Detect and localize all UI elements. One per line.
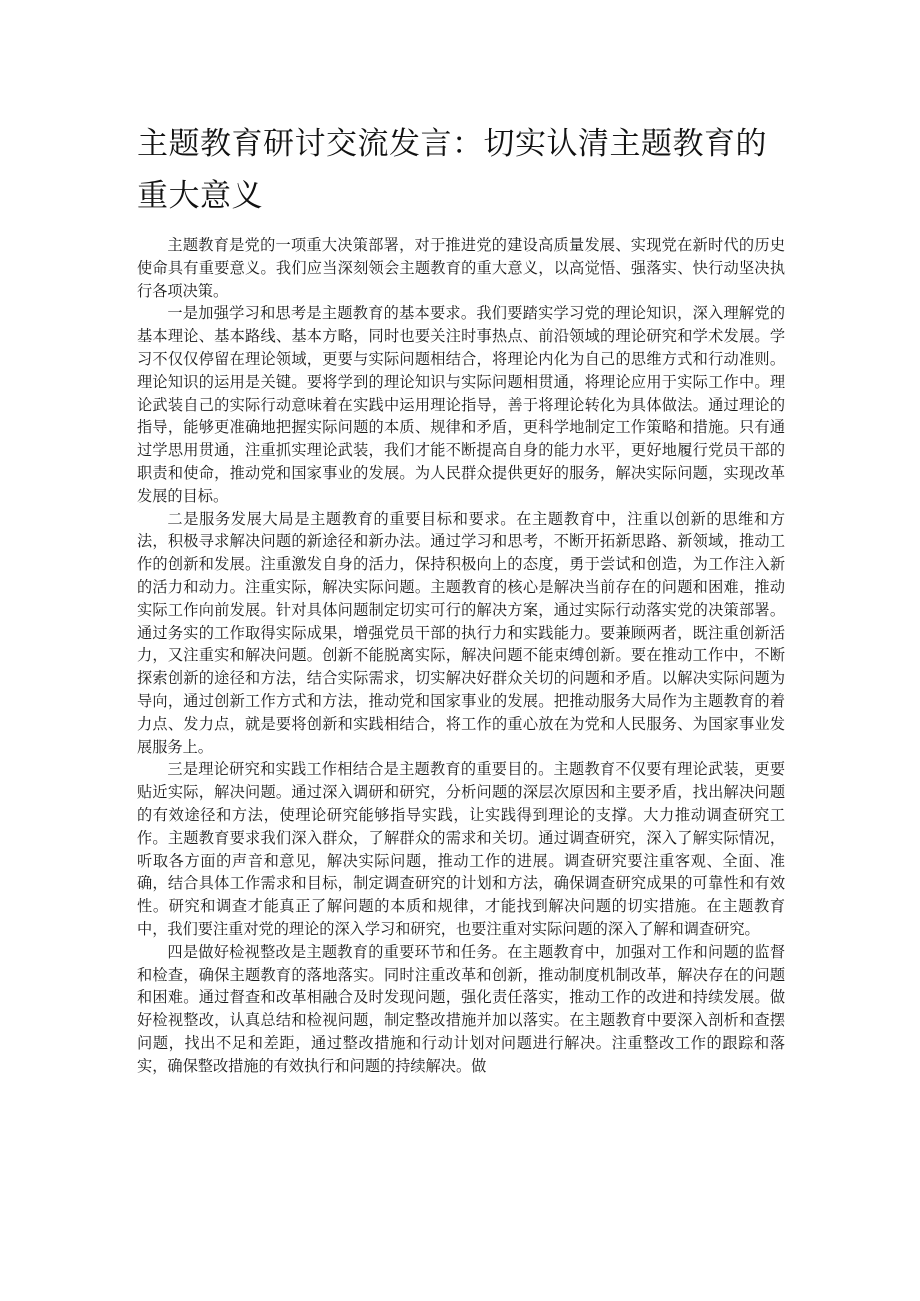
page-title: 主题教育研讨交流发言：切实认清主题教育的重大意义 xyxy=(137,126,767,214)
paragraph-point-two: 二是服务发展大局是主题教育的重要目标和要求。在主题教育中，注重以创新的思维和方法，积极寻求解决问题的新途径和新办法。通过学习和思考，不断开拓新思路、新领域，推动工作的创新和发展。注重激发自身的活力，保持积极向上的态度，勇于尝试和创造，为工作注入新的活力和动力。注重实际，解决实际问题。主题教育的核心是解决当前存在的问题和困难，推动实际工作向前发展。针对具体问题制定切实可行的解决方案，通过实际行动落实党的决策部署。通过务实的工作取得实际成果，增强党员干部的执行力和实践能力。要兼顾两者，既注重创新活力，又注重实和解决问题。创新不能脱离实际，解决问题不能束缚创新。要在推动工作中，不断探索创新的途径和方法，结合实际需求，切实解决好群众关切的问题和矛盾。以解决实际问题为导向，通过创新工作方式和方法，推动党和国家事业的发展。把推动服务大局作为主题教育的着力点、发力点，就是要将创新和实践相结合，将工作的重心放在为党和人民服务、为国家事业发展服务上。 xyxy=(137,509,785,756)
paragraph-point-three: 三是理论研究和实践工作相结合是主题教育的重要目的。主题教育不仅要有理论武装，更要贴近实际，解决问题。通过深入调研和研究，分析问题的深层次原因和主要矛盾，找出解决问题的有效途径和方法，使理论研究能够指导实践，让实践得到理论的支撑。大力推动调查研究工作。主题教育要求我们深入群众，了解群众的需求和关切。通过调查研究，深入了解实际情况，听取各方面的声音和意见，解决实际问题，推动工作的进展。调查研究要注重客观、全面、准确，结合具体工作需求和目标，制定调查研究的计划和方法，确保调查研究成果的可靠性和有效性。研究和调查才能真正了解问题的本质和规律，才能找到解决问题的切实措施。在主题教育中，我们要注重对党的理论的深入学习和研究，也要注重对实际问题的深入了解和调查研究。 xyxy=(137,760,785,938)
paragraph-intro: 主题教育是党的一项重大决策部署，对于推进党的建设高质量发展、实现党在新时代的历史使命具有重要意义。我们应当深刻领会主题教育的重大意义，以高觉悟、强落实、快行动坚决执行各项决策。 xyxy=(137,236,785,300)
document-body xyxy=(137,234,785,1077)
paragraph-point-one: 一是加强学习和思考是主题教育的基本要求。我们要踏实学习党的理论知识，深入理解党的基本理论、基本路线、基本方略，同时也要关注时事热点、前沿领域的理论研究和学术发展。学习不仅仅停留在理论领域，更要与实际问题相结合，将理论内化为自己的思维方式和行动准则。理论知识的运用是关键。要将学到的理论知识与实际问题相贯通，将理论应用于实际工作中。理论武装自己的实际行动意味着在实践中运用理论指导，善于将理论转化为具体做法。通过理论的指导，能够更准确地把握实际问题的本质、规律和矛盾，更科学地制定工作策略和措施。只有通过学思用贯通，注重抓实理论武装，我们才能不断提高自身的能力水平，更好地履行党员干部的职责和使命，推动党和国家事业的发展。为人民群众提供更好的服务，解决实际问题，实现改革发展的目标。 xyxy=(137,304,785,505)
paragraph-point-four: 四是做好检视整改是主题教育的重要环节和任务。在主题教育中，加强对工作和问题的监督和检查，确保主题教育的落地落实。同时注重改革和创新，推动制度机制改革，解决存在的问题和困难。通过督查和改革相融合及时发现问题，强化责任落实，推动工作的改进和持续发展。做好检视整改，认真总结和检视问题，制定整改措施并加以落实。在主题教育中要深入剖析和查摆问题，找出不足和差距，通过整改措施和行动计划对问题进行解决。注重整改工作的跟踪和落实，确保整改措施的有效执行和问题的持续解决。做 xyxy=(137,942,785,1075)
